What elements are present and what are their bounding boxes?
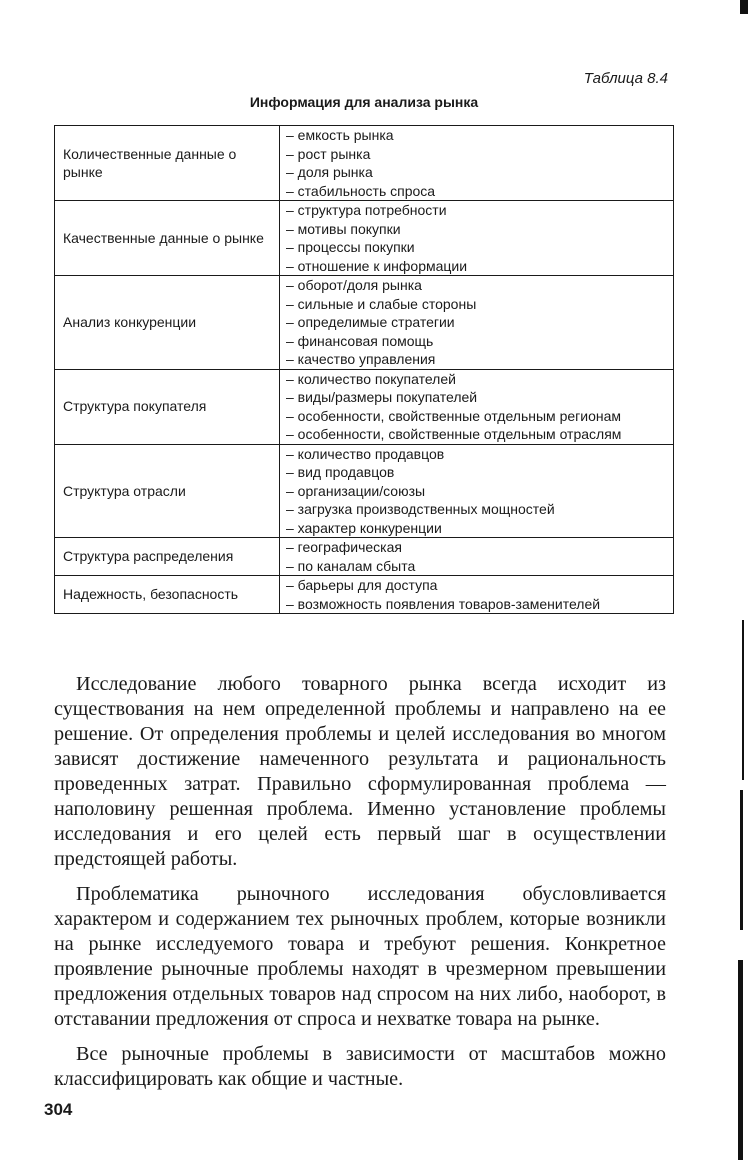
list-item: – рост рынка bbox=[286, 145, 371, 162]
table-row bbox=[55, 538, 674, 576]
row-label: Количественные данные о рынке bbox=[55, 126, 280, 201]
table-title: Информация для анализа рынка bbox=[249, 94, 479, 110]
scan-edge-mark bbox=[738, 960, 743, 1160]
table-row bbox=[55, 276, 674, 370]
scan-edge-mark bbox=[742, 620, 744, 780]
row-label: Структура распределения bbox=[55, 538, 280, 576]
list-item: – особенности, свойственные отдельным отраслям bbox=[286, 426, 622, 442]
table-row bbox=[55, 444, 674, 538]
row-label: Качественные данные о рынке bbox=[55, 201, 280, 276]
row-label: Структура отрасли bbox=[55, 444, 280, 538]
list-item: – отношение к информации bbox=[286, 257, 468, 274]
row-items bbox=[280, 538, 674, 576]
row-label: Структура покупателя bbox=[55, 369, 280, 444]
row-items bbox=[280, 369, 674, 444]
scan-edge-mark bbox=[740, 0, 748, 14]
list-item: – загрузка производственных мощностей bbox=[286, 501, 555, 517]
list-item: – вид продавцов bbox=[286, 464, 395, 480]
list-item: – виды/размеры покупателей bbox=[286, 389, 478, 405]
row-items bbox=[280, 276, 674, 370]
list-item: – структура потребности bbox=[286, 202, 447, 218]
table-row bbox=[55, 576, 674, 614]
paragraph: Проблематика рыночного исследования обусловливается характером и содержанием тех рыночных проблем, которые возникли на рынке исследуемого товара и требуют решения. Конкретное проявление рыночные проблемы находят в чрезмерном превышении предложения отдельных товаров над спросом на них либо, наоборот, в отставании предложения от спроса и нехватке товара на рынке. bbox=[54, 883, 666, 1030]
list-item: – характер конкуренции bbox=[286, 519, 442, 536]
list-item: – количество продавцов bbox=[286, 445, 445, 462]
list-item: – доля рынка bbox=[286, 164, 373, 180]
list-item: – географическая bbox=[286, 539, 402, 555]
list-item: – стабильность спроса bbox=[286, 182, 436, 199]
list-item: – особенности, свойственные отдельным регионам bbox=[286, 407, 621, 424]
list-item: – определимые стратегии bbox=[286, 314, 455, 330]
list-item: – барьеры для доступа bbox=[286, 577, 438, 593]
table-caption: Таблица 8.4 bbox=[583, 70, 668, 87]
list-item: – организации/союзы bbox=[286, 482, 426, 499]
paragraph: Все рыночные проблемы в зависимости от масштабов можно классифицировать как общие и частные. bbox=[54, 1043, 666, 1090]
list-item: – мотивы покупки bbox=[286, 220, 401, 237]
list-item: – по каналам сбыта bbox=[286, 557, 416, 574]
table-row bbox=[55, 201, 674, 276]
row-items bbox=[280, 444, 674, 538]
list-item: – сильные и слабые стороны bbox=[286, 295, 477, 312]
list-item: – количество покупателей bbox=[286, 370, 456, 387]
list-item: – качество управления bbox=[286, 351, 436, 367]
row-items bbox=[280, 126, 674, 201]
paragraph: Исследование любого товарного рынка всегда исходит из существования на нем определенной проблемы и направлено на ее решение. От определения проблемы и целей исследования во многом зависят достижение намеченного результата и рациональность проведенных затрат. Правильно сформулированная проблема — наполовину решенная проблема. Именно установление проблемы исследования и его целей есть первый шаг в осуществлении предстоящей работы. bbox=[54, 673, 666, 870]
table-row bbox=[55, 126, 674, 201]
row-items bbox=[280, 576, 674, 614]
scan-edge-mark bbox=[740, 790, 743, 930]
body-text bbox=[54, 672, 666, 1102]
list-item: – оборот/доля рынка bbox=[286, 277, 422, 293]
row-label: Анализ конкуренции bbox=[55, 276, 280, 370]
row-label: Надежность, безопасность bbox=[55, 576, 280, 614]
list-item: – финансовая помощь bbox=[286, 332, 434, 349]
table-row bbox=[55, 369, 674, 444]
market-info-table bbox=[54, 125, 674, 614]
list-item: – емкость рынка bbox=[286, 127, 394, 143]
row-items bbox=[280, 201, 674, 276]
list-item: – процессы покупки bbox=[286, 239, 415, 255]
page-number: 304 bbox=[44, 1100, 73, 1119]
list-item: – возможность появления товаров-заменителей bbox=[286, 595, 601, 612]
